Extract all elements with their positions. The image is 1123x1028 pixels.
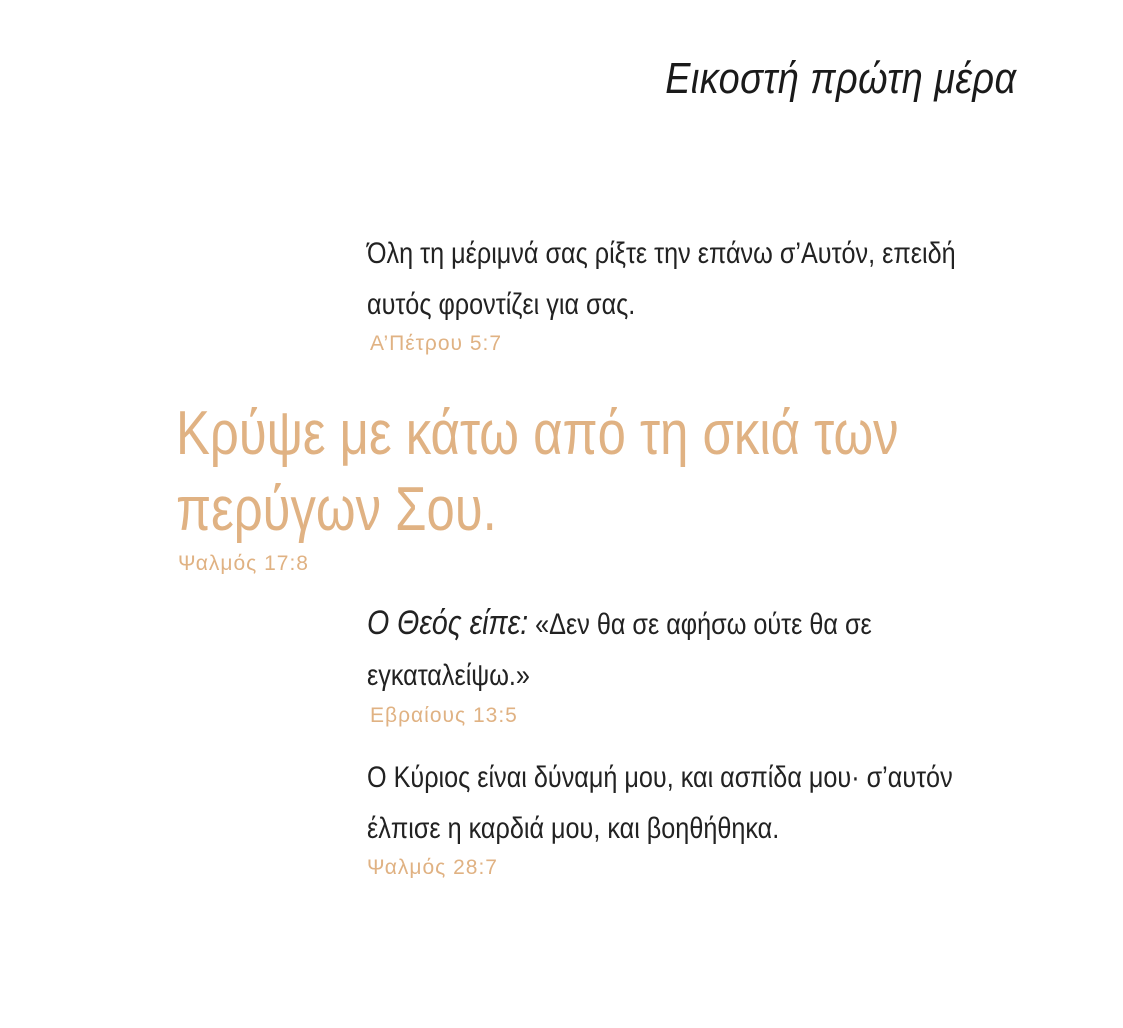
verse-3-line-2: εγκαταλείψω.» xyxy=(367,659,530,692)
verse-1-line-2: αυτός φροντίζει για σας. xyxy=(367,288,636,321)
verse-4-text xyxy=(367,752,953,854)
verse-3-reference: Εβραίους 13:5 xyxy=(370,704,518,727)
verse-4-line-1: Ο Κύριος είναι δύναμή μου, και ασπίδα μου· σ’αυτόν xyxy=(367,761,953,794)
verse-4-line-2: έλπισε η καρδιά μου, και βοηθήθηκα. xyxy=(367,812,780,845)
featured-verse xyxy=(176,396,899,548)
verse-3-line-1 xyxy=(367,598,872,650)
featured-verse-reference: Ψαλμός 17:8 xyxy=(178,552,309,575)
verse-4-reference: Ψαλμός 28:7 xyxy=(367,856,498,879)
verse-1-line-1: Όλη τη μέριμνά σας ρίξτε την επάνω σ’Αυτόν, επειδή xyxy=(367,237,956,270)
featured-verse-line-2: περύγων Σου. xyxy=(176,475,497,544)
featured-verse-line-1: Κρύψε με κάτω από τη σκιά των xyxy=(176,399,899,468)
verse-3-text xyxy=(367,598,872,701)
verse-1-reference: Α’Πέτρου 5:7 xyxy=(370,332,503,355)
verse-3-speaker: Ο Θεός είπε: xyxy=(367,604,529,642)
verse-3-quote-start: «Δεν θα σε αφήσω ούτε θα σε xyxy=(535,608,872,641)
verse-1-text xyxy=(367,228,956,330)
page-title: Εικοστή πρώτη μέρα xyxy=(665,54,1017,103)
